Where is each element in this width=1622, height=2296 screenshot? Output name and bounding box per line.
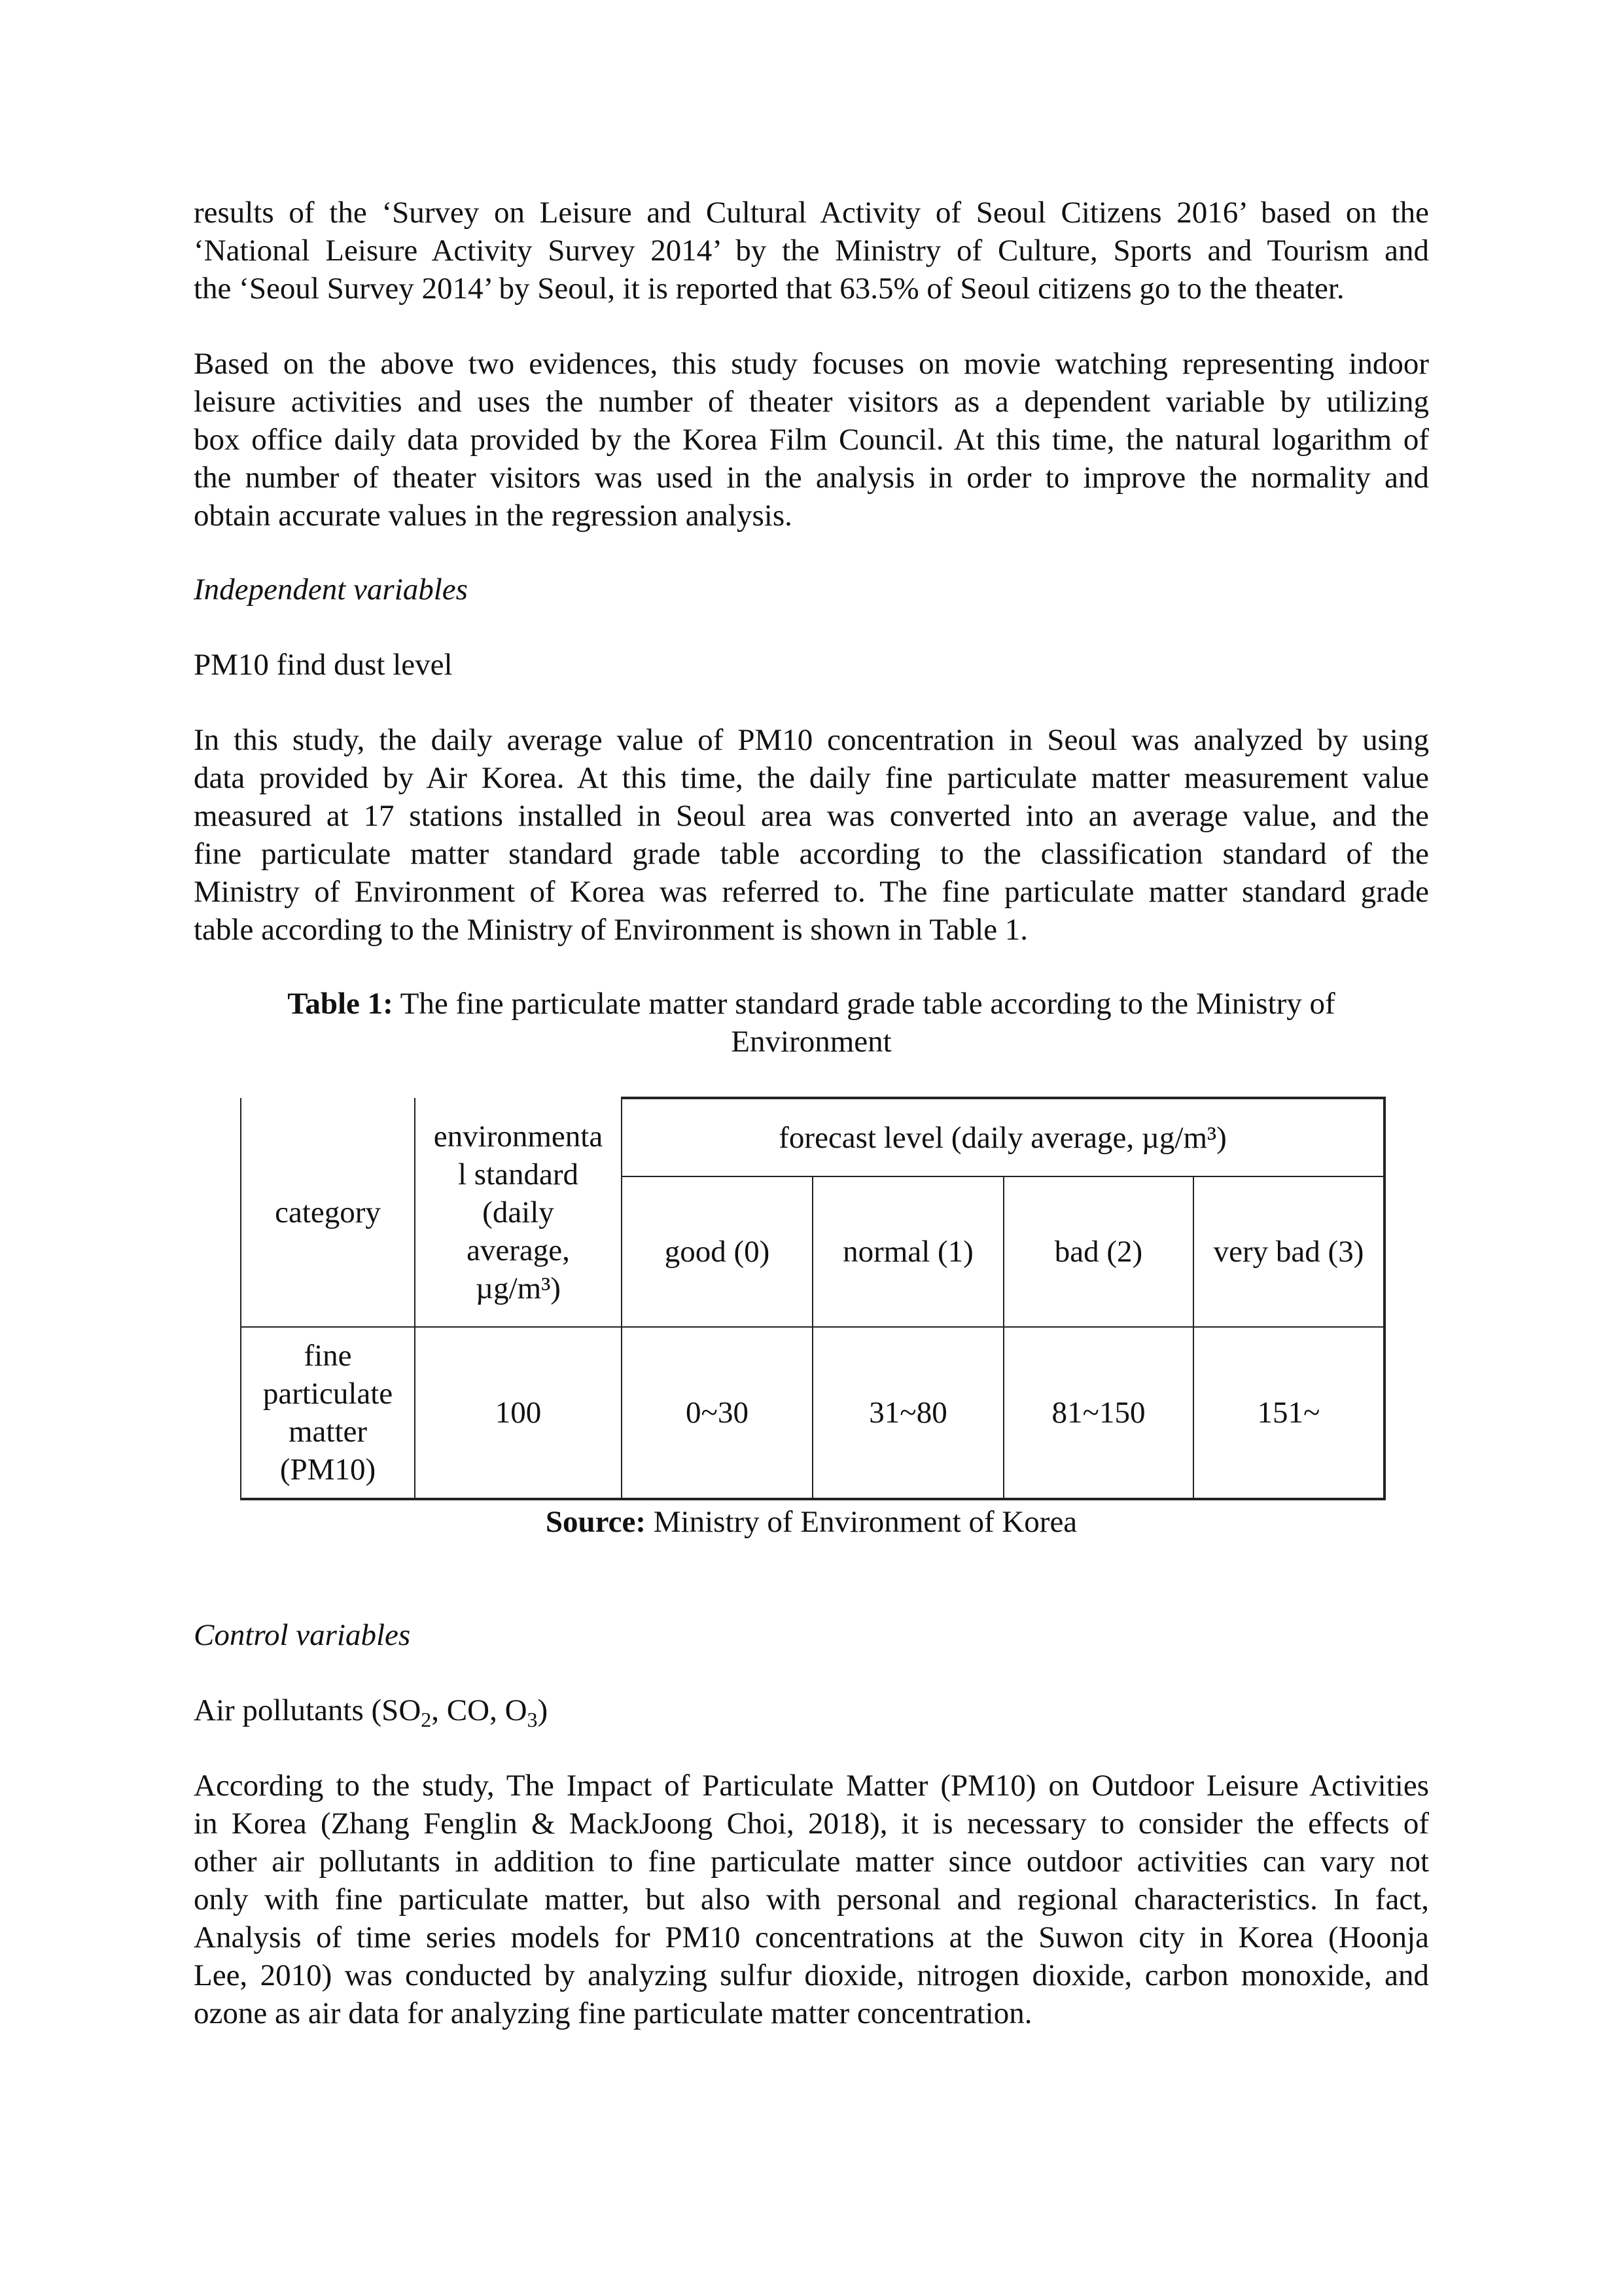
cell-category-line: (PM10): [279, 1453, 376, 1487]
text-line: Ministry of Environment of Korea was referred to. The fine particulate matter standard grade: [194, 875, 1429, 909]
caption-text: The fine particulate matter standard grade table according to the Ministry of: [393, 987, 1335, 1021]
header-env-line: environmenta: [433, 1119, 603, 1154]
text-line: Based on the above two evidences, this study focuses on movie watching representing indoor: [194, 347, 1429, 381]
header-env-line: average,: [467, 1233, 570, 1267]
caption-line-1: [194, 985, 1429, 1023]
heading-air-pollutants: [194, 1691, 548, 1729]
heading-independent-variables: Independent variables: [194, 573, 468, 607]
header-env-line: µg/m³): [476, 1271, 561, 1305]
text-line: results of the ‘Survey on Leisure and Cultural Activity of Seoul Citizens 2016’ based on the: [194, 196, 1429, 230]
text-line: other air pollutants in addition to fine particulate matter since outdoor activities can vary not: [194, 1845, 1429, 1879]
table-source: [194, 1503, 1429, 1541]
subscript: 2: [421, 1708, 432, 1731]
caption-line-2: Environment: [731, 1025, 892, 1059]
header-forecast-level: forecast level (daily average, µg/m³): [622, 1098, 1384, 1176]
subscript: 3: [527, 1708, 538, 1731]
heading-control-variables: Control variables: [194, 1618, 411, 1652]
paragraph-pm10-method: [194, 721, 1429, 949]
text-line: in Korea (Zhang Fenglin & MackJoong Choi, 2018), it is necessary to consider the effects of: [194, 1807, 1429, 1841]
header-level-good: good (0): [622, 1176, 813, 1327]
header-category: category: [241, 1098, 415, 1327]
header-level-normal: normal (1): [813, 1176, 1004, 1327]
text-line: fine particulate matter standard grade table according to the classification standard of the: [194, 837, 1429, 871]
paragraph-theater-survey: [194, 194, 1429, 308]
grade-table: [240, 1097, 1386, 1500]
text-line: only with fine particulate matter, but also with personal and regional characteristics. In fact,: [194, 1882, 1429, 1916]
text-line: ‘National Leisure Activity Survey 2014’ by the Ministry of Culture, Sports and Tourism and: [194, 234, 1429, 268]
header-level-bad: bad (2): [1004, 1176, 1193, 1327]
cell-category-line: matter: [288, 1415, 368, 1449]
text-line: According to the study, The Impact of Particulate Matter (PM10) on Outdoor Leisure Activities: [194, 1769, 1429, 1803]
text-line: box office daily data provided by the Korea Film Council. At this time, the natural logarithm of: [194, 423, 1429, 457]
cell-category-line: particulate: [262, 1377, 393, 1411]
table-caption: [194, 985, 1429, 1061]
heading-air-text: ): [537, 1693, 548, 1727]
source-label: Source:: [545, 1505, 646, 1539]
text-line: obtain accurate values in the regression analysis.: [194, 499, 792, 533]
cell-very-bad: 151~: [1193, 1327, 1384, 1499]
cell-bad: 81~150: [1004, 1327, 1193, 1499]
header-env-line: (daily: [482, 1195, 554, 1229]
text-line: the number of theater visitors was used in the analysis in order to improve the normality and: [194, 461, 1429, 495]
header-env-standard: [415, 1098, 622, 1327]
cell-normal: 31~80: [813, 1327, 1004, 1499]
text-line: In this study, the daily average value of PM10 concentration in Seoul was analyzed by using: [194, 723, 1429, 757]
paragraph-air-pollutants: [194, 1767, 1429, 2032]
table-row-pm10: [241, 1327, 1384, 1499]
cell-category: [241, 1327, 415, 1499]
caption-label: Table 1:: [287, 987, 393, 1021]
table-header-row-1: [241, 1098, 1384, 1176]
heading-air-text: Air pollutants (SO: [194, 1693, 421, 1727]
text-line: leisure activities and uses the number of theater visitors as a dependent variable by utilizing: [194, 385, 1429, 419]
cell-good: 0~30: [622, 1327, 813, 1499]
text-line: data provided by Air Korea. At this time, the daily fine particulate matter measurement value: [194, 761, 1429, 795]
text-line: measured at 17 stations installed in Seoul area was converted into an average value, and the: [194, 799, 1429, 833]
text-line: table according to the Ministry of Environment is shown in Table 1.: [194, 913, 1029, 947]
text-line: Analysis of time series models for PM10 concentrations at the Suwon city in Korea (Hoonja: [194, 1920, 1429, 1954]
paragraph-dependent-variable: [194, 345, 1429, 535]
source-text: Ministry of Environment of Korea: [646, 1505, 1078, 1539]
cell-category-line: fine: [304, 1339, 352, 1373]
text-line: ozone as air data for analyzing fine particulate matter concentration.: [194, 1996, 1032, 2030]
heading-air-text: , CO, O: [431, 1693, 527, 1727]
header-env-line: l standard: [457, 1157, 579, 1192]
text-line: the ‘Seoul Survey 2014’ by Seoul, it is reported that 63.5% of Seoul citizens go to the theater.: [194, 272, 1345, 306]
cell-env-standard: 100: [415, 1327, 622, 1499]
heading-pm10: PM10 find dust level: [194, 648, 453, 682]
header-level-very-bad: very bad (3): [1193, 1176, 1384, 1327]
text-line: Lee, 2010) was conducted by analyzing sulfur dioxide, nitrogen dioxide, carbon monoxide, and: [194, 1958, 1429, 1992]
